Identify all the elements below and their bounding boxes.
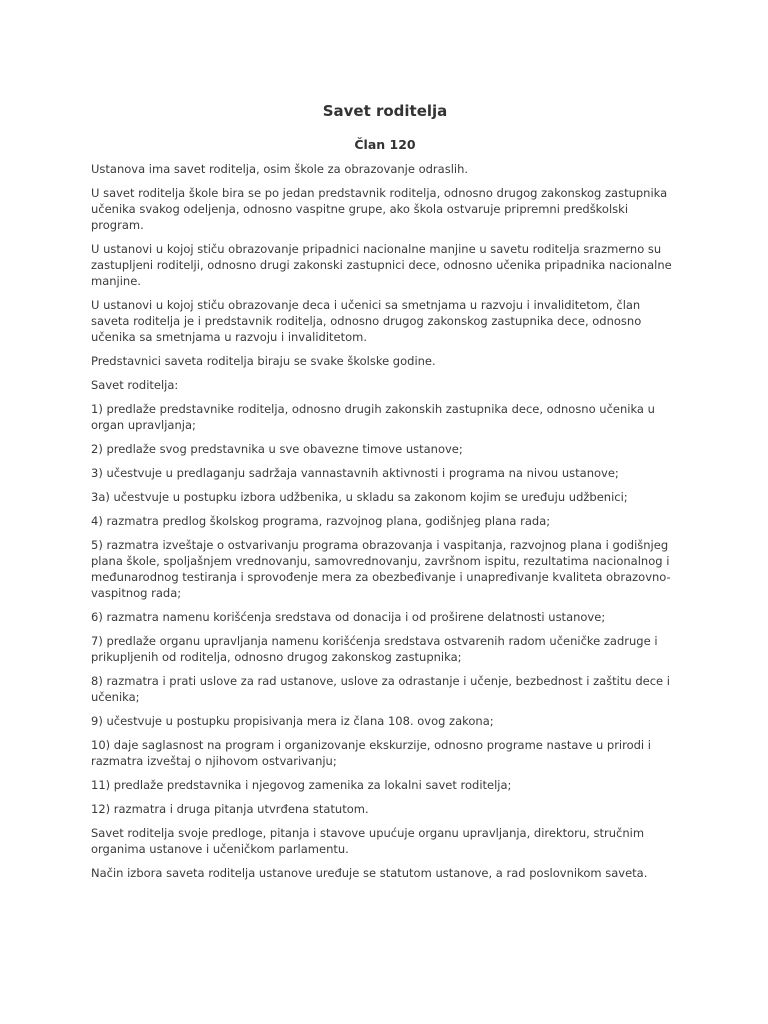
- list-item: 2) predlaže svog predstavnika u sve obavezne timove ustanove;: [91, 442, 463, 456]
- list-item: 3a) učestvuje u postupku izbora udžbenika, u skladu sa zakonom kojim se uređuju udžbenici;: [91, 490, 628, 504]
- paragraph: Predstavnici saveta roditelja biraju se svake školske godine.: [91, 354, 436, 368]
- list-item: 7) predlaže organu upravljanja namenu korišćenja sredstava ostvarenih radom učeničke zadruge i prikupljenih od roditelja, odnosno drugog zakonskog zastupnika;: [91, 634, 658, 664]
- list-item: 10) daje saglasnost na program i organizovanje ekskurzije, odnosno programe nastave u prirodi i razmatra izveštaj o njihovom ostvarivanju;: [91, 738, 651, 768]
- list-item: 1) predlaže predstavnike roditelja, odnosno drugih zakonskih zastupnika dece, odnosno učenika u organ upravljanja;: [91, 402, 655, 432]
- article-heading: Član 120: [354, 137, 416, 152]
- list-item: 5) razmatra izveštaje o ostvarivanju programa obrazovanja i vaspitanja, razvojnog plana i godišnjeg plana škole, spoljašnjem vrednovanju, samovrednovanju, završnom ispitu, rezultatima nacionalnog i međunarodnog testiranja i sprovođenje mera za obezbeđivanje i unapređivanje kvaliteta obrazovno-vaspitnog rada;: [91, 538, 671, 600]
- list-item: 3) učestvuje u predlaganju sadržaja vannastavnih aktivnosti i programa na nivou ustanove;: [91, 466, 619, 480]
- list-item: 11) predlaže predstavnika i njegovog zamenika za lokalni savet roditelja;: [91, 778, 512, 792]
- list-item: 8) razmatra i prati uslove za rad ustanove, uslove za odrastanje i učenje, bezbednost i zaštitu dece i učenika;: [91, 674, 670, 704]
- paragraph: U ustanovi u kojoj stiču obrazovanje deca i učenici sa smetnjama u razvoju i invaliditetom, član saveta roditelja je i predstavnik roditelja, odnosno drugog zakonskog zastupnika dece, odnosno učenika sa smetnjama u razvoju i invaliditetom.: [91, 298, 642, 344]
- document-page: [91, 100, 679, 889]
- list-item: 9) učestvuje u postupku propisivanja mera iz člana 108. ovog zakona;: [91, 714, 494, 728]
- paragraph: Način izbora saveta roditelja ustanove uređuje se statutom ustanove, a rad poslovnikom saveta.: [91, 866, 648, 880]
- paragraph: Ustanova ima savet roditelja, osim škole za obrazovanje odraslih.: [91, 162, 469, 176]
- document-title: Savet roditelja: [322, 102, 448, 120]
- paragraph: U ustanovi u kojoj stiču obrazovanje pripadnici nacionalne manjine u savetu roditelja srazmerno su zastupljeni roditelji, odnosno drugi zakonski zastupnici dece, odnosno učenika pripadnika nacionalne manjine.: [91, 242, 672, 288]
- paragraph: Savet roditelja svoje predloge, pitanja i stavove upućuje organu upravljanja, direktoru, stručnim organima ustanove i učeničkom parlamentu.: [91, 826, 645, 856]
- list-item: 4) razmatra predlog školskog programa, razvojnog plana, godišnjeg plana rada;: [91, 514, 551, 528]
- paragraph: Savet roditelja:: [91, 378, 179, 392]
- list-item: 12) razmatra i druga pitanja utvrđena statutom.: [91, 802, 369, 816]
- paragraph: U savet roditelja škole bira se po jedan predstavnik roditelja, odnosno drugog zakonskog zastupnika učenika svakog odeljenja, odnosno vaspitne grupe, ako škola ostvaruje pripremni predškolski program.: [91, 186, 668, 232]
- list-item: 6) razmatra namenu korišćenja sredstava od donacija i od proširene delatnosti ustanove;: [91, 610, 606, 624]
- document-body: [91, 161, 679, 881]
